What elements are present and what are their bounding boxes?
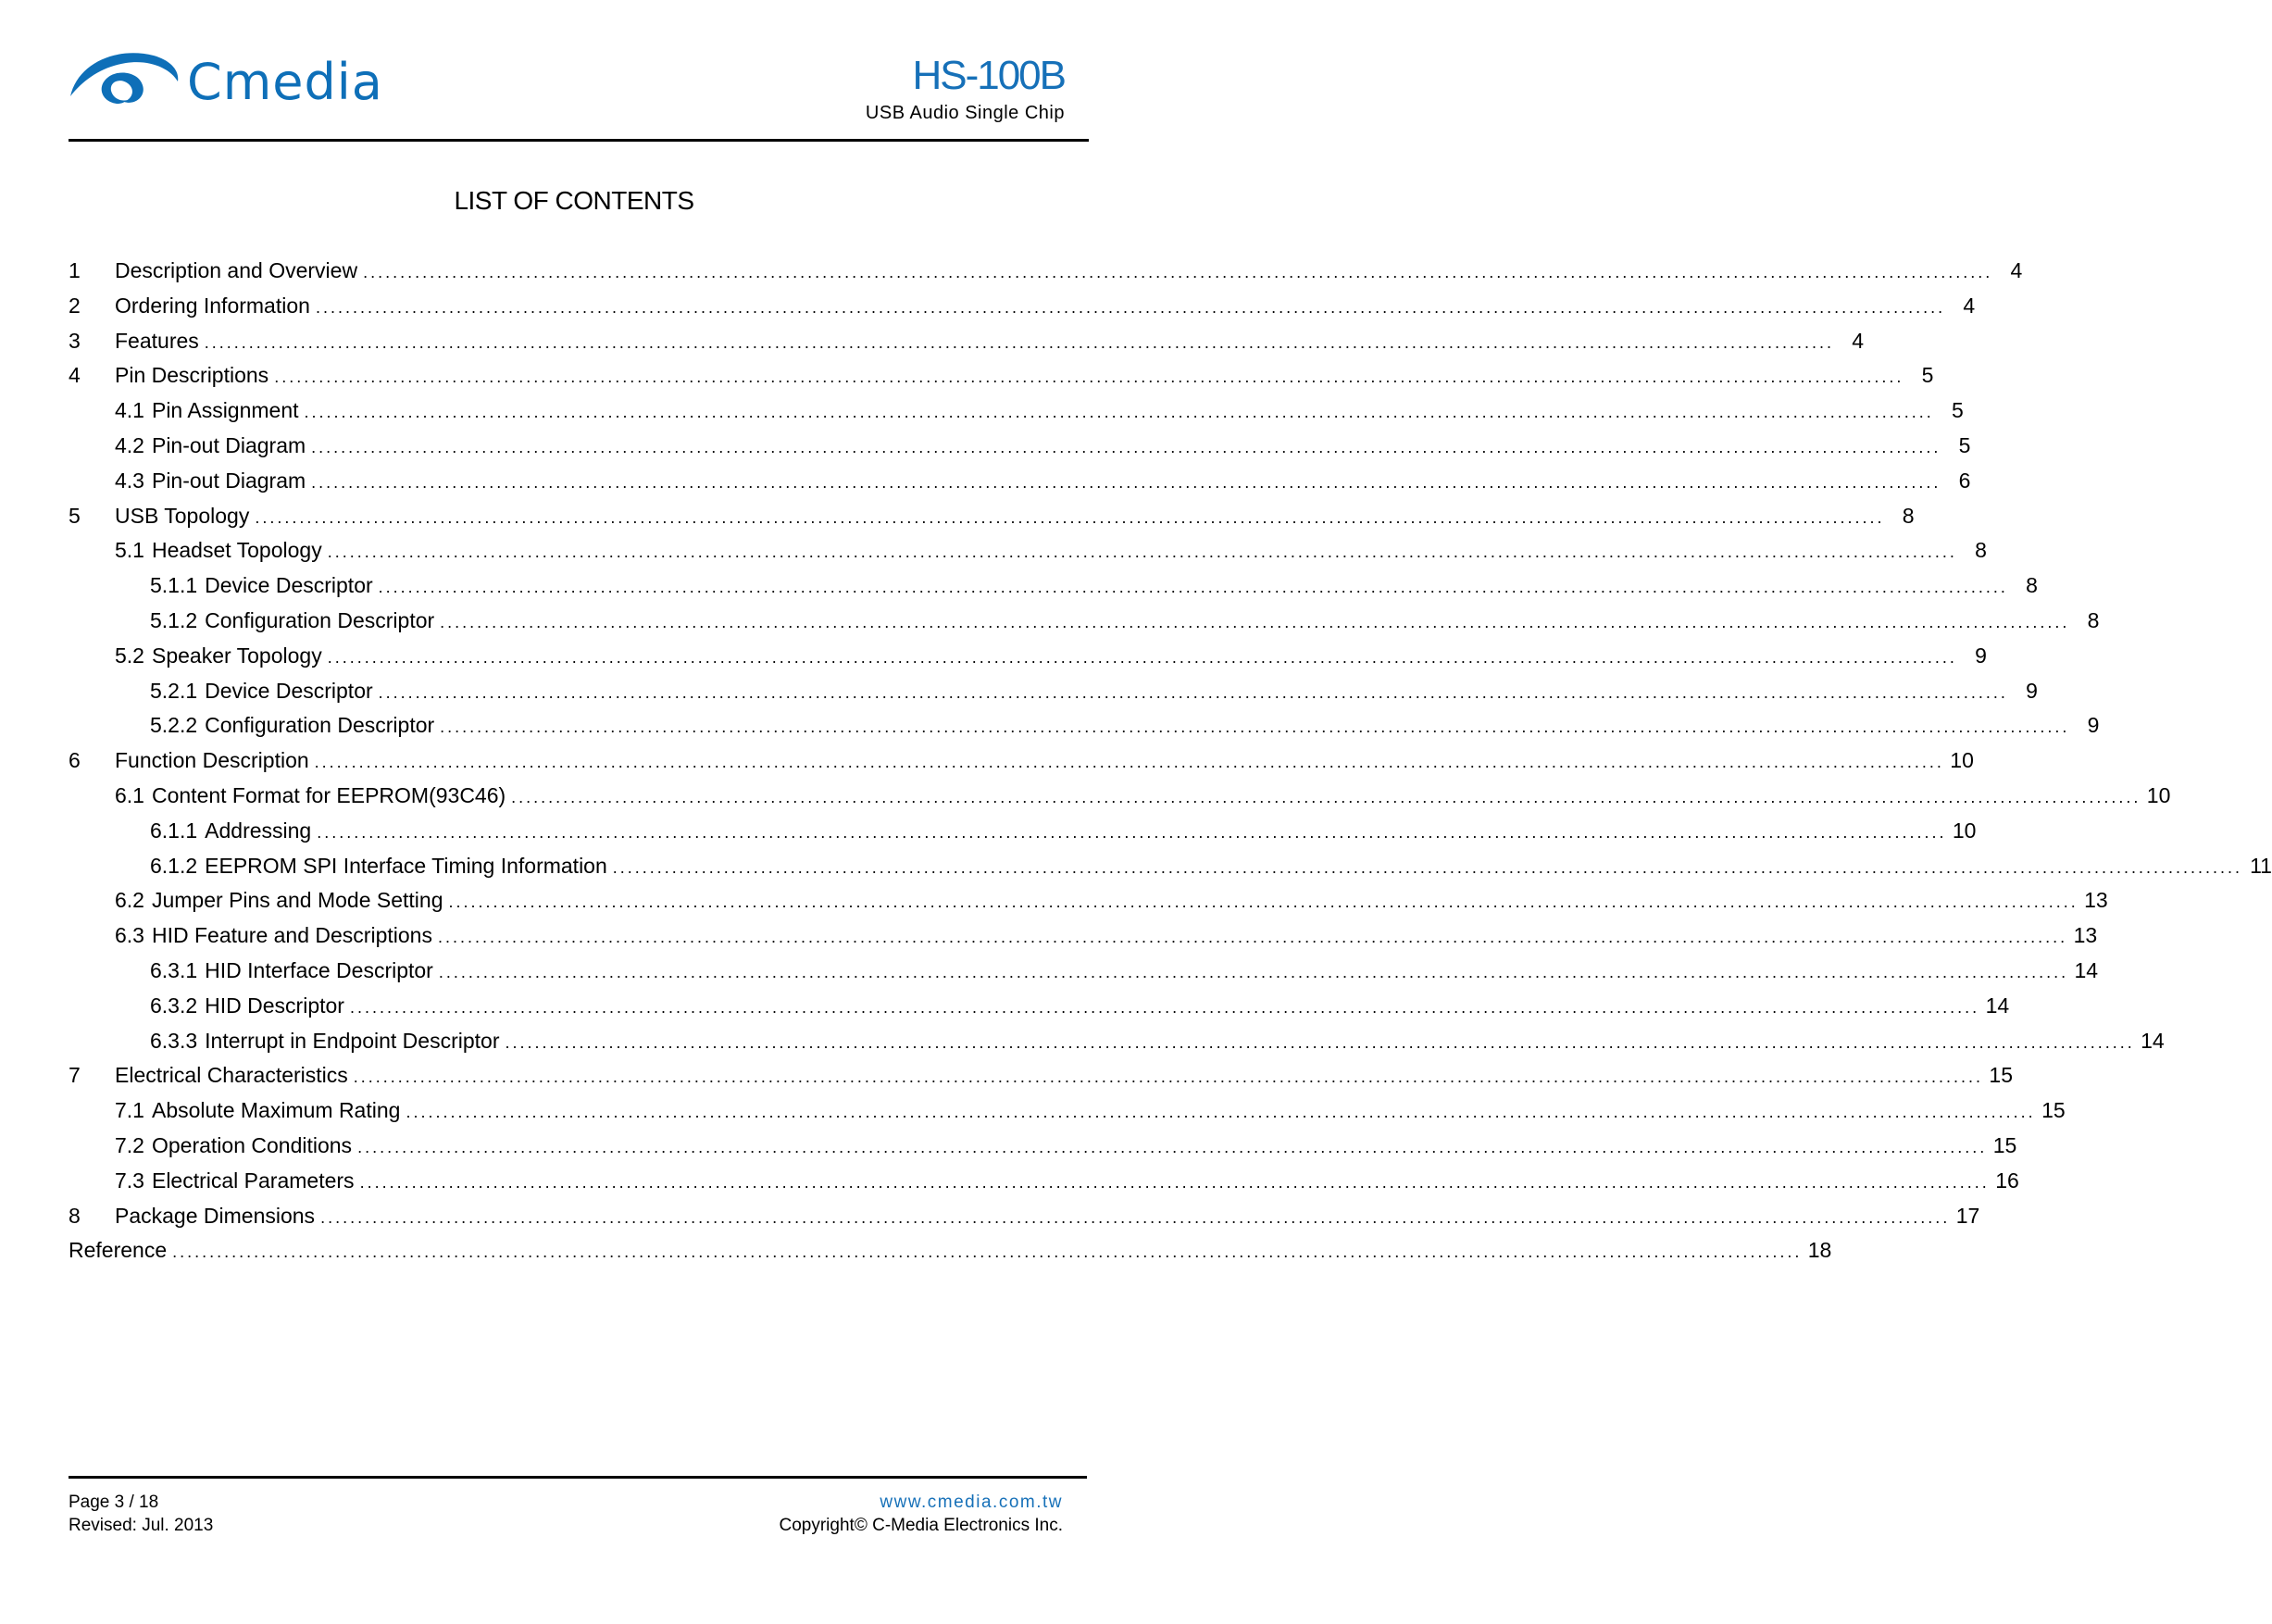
toc-entry[interactable] <box>69 1024 2165 1059</box>
toc-entry-page: 15 <box>1989 1063 2014 1088</box>
toc-entry[interactable] <box>69 1129 2017 1164</box>
toc-entry[interactable] <box>69 954 2099 989</box>
toc-entry-number: 5.1 <box>115 538 144 563</box>
toc-entry-label: Device Descriptor <box>205 678 373 703</box>
toc-dot-leader: ............................................................................................................................................................................................................................ <box>311 472 1941 492</box>
document-subtitle: USB Audio Single Chip <box>865 103 1065 123</box>
toc-dot-leader: ............................................................................................................................................................................................................................ <box>378 682 2008 702</box>
toc-entry-label: Speaker Topology <box>151 643 322 668</box>
toc-entry-number: 6.3.2 <box>150 993 198 1018</box>
toc-entry-page: 9 <box>2087 713 2100 738</box>
toc-entry-number: 5.2 <box>115 643 144 668</box>
document-title: HS-100B <box>912 53 1065 98</box>
toc-entry-label: Configuration Descriptor <box>205 713 435 738</box>
toc-entry[interactable] <box>69 674 2038 709</box>
toc-entry-number: 6.3.3 <box>150 1028 198 1053</box>
toc-entry-label: Electrical Parameters <box>151 1168 355 1193</box>
toc-dot-leader: ............................................................................................................................................................................................................................ <box>274 368 1904 387</box>
toc-dot-leader: ............................................................................................................................................................................................................................ <box>327 543 1957 562</box>
toc-entry-label: HID Feature and Descriptions <box>151 923 432 948</box>
toc-entry-label: Addressing <box>205 818 312 843</box>
toc-entry-label: Interrupt in Endpoint Descriptor <box>205 1028 500 1053</box>
toc-dot-leader: ............................................................................................................................................................................................................................ <box>440 718 2070 737</box>
toc-entry-number: 2 <box>69 293 81 318</box>
footer-left <box>69 1491 213 1537</box>
toc-entry[interactable] <box>69 533 1987 568</box>
toc-entry-page: 16 <box>1995 1168 2019 1193</box>
toc-entry-label: Pin Assignment <box>151 398 299 423</box>
copyright-notice: Copyright© C-Media Electronics Inc. <box>779 1516 1063 1535</box>
toc-entry[interactable] <box>69 989 2010 1024</box>
toc-dot-leader: ............................................................................................................................................................................................................................ <box>612 857 2242 877</box>
table-of-contents <box>69 254 2272 1268</box>
toc-entry[interactable] <box>69 289 1976 324</box>
toc-entry-page: 6 <box>1958 468 1971 493</box>
toc-entry-page: 8 <box>1975 538 1987 563</box>
toc-entry[interactable] <box>69 358 1934 394</box>
toc-entry[interactable] <box>69 604 2100 639</box>
toc-entry-page: 15 <box>2041 1098 2066 1123</box>
toc-entry-number: 4.3 <box>115 468 144 493</box>
toc-entry-page: 4 <box>1852 328 1864 353</box>
toc-entry-number: 6.3 <box>115 923 144 948</box>
toc-entry[interactable] <box>69 254 2023 289</box>
toc-entry[interactable] <box>69 499 1915 534</box>
toc-dot-leader: ............................................................................................................................................................................................................................ <box>349 997 1980 1017</box>
toc-entry-page: 13 <box>2084 888 2108 913</box>
toc-entry-label: Device Descriptor <box>205 573 373 598</box>
toc-entry[interactable] <box>69 743 1974 779</box>
toc-entry-page: 15 <box>1992 1132 2017 1157</box>
toc-entry[interactable] <box>69 849 2272 884</box>
toc-dot-leader: ............................................................................................................................................................................................................................ <box>314 753 1944 772</box>
toc-entry-label: Features <box>115 328 199 353</box>
toc-entry[interactable] <box>69 779 2171 814</box>
toc-entry-page: 10 <box>1950 748 1974 773</box>
toc-entry-page: 5 <box>1921 363 1934 388</box>
toc-dot-leader: ............................................................................................................................................................................................................................ <box>505 1032 2135 1052</box>
toc-dot-leader: ............................................................................................................................................................................................................................ <box>327 647 1957 667</box>
toc-entry-number: 6 <box>69 748 81 773</box>
toc-dot-leader: ............................................................................................................................................................................................................................ <box>511 787 2141 806</box>
toc-entry[interactable] <box>69 1199 1980 1234</box>
toc-heading: LIST OF CONTENTS <box>454 186 694 215</box>
toc-entry-label: Pin-out Diagram <box>151 432 306 457</box>
toc-entry[interactable] <box>69 464 1971 499</box>
toc-entry-page: 17 <box>1955 1203 1980 1228</box>
toc-dot-leader: ............................................................................................................................................................................................................................ <box>315 297 1946 317</box>
toc-entry[interactable] <box>69 1093 2066 1129</box>
toc-entry-label: Pin Descriptions <box>115 363 269 388</box>
toc-entry-number: 6.1.1 <box>150 818 198 843</box>
toc-entry[interactable] <box>69 324 1864 359</box>
toc-entry-number: 7.2 <box>115 1132 144 1157</box>
toc-dot-leader: ............................................................................................................................................................................................................................ <box>204 332 1834 352</box>
toc-entry-number: 6.1 <box>115 782 144 807</box>
toc-entry-page: 14 <box>1985 993 2010 1018</box>
toc-entry-label: USB Topology <box>115 503 250 528</box>
toc-entry-label: Operation Conditions <box>151 1132 353 1157</box>
toc-dot-leader: ............................................................................................................................................................................................................................ <box>357 1137 1988 1156</box>
toc-dot-leader: ............................................................................................................................................................................................................................ <box>437 928 2068 947</box>
toc-entry-page: 5 <box>1951 398 1964 423</box>
toc-dot-leader: ............................................................................................................................................................................................................................ <box>320 1207 1951 1227</box>
toc-entry-label: Absolute Maximum Rating <box>151 1098 401 1123</box>
footer-divider <box>69 1476 1087 1479</box>
toc-entry-page: 11 <box>2250 853 2272 878</box>
toc-entry[interactable] <box>69 1058 2014 1093</box>
toc-entry[interactable] <box>69 394 1964 429</box>
toc-entry-number: 5.1.2 <box>150 607 198 632</box>
toc-entry-number: 1 <box>69 258 81 282</box>
toc-entry-number: 5.2.1 <box>150 678 198 703</box>
toc-dot-leader: ............................................................................................................................................................................................................................ <box>353 1068 1984 1087</box>
toc-entry-number: 8 <box>69 1203 81 1228</box>
toc-entry-page: 9 <box>1975 643 1987 668</box>
toc-entry-label: Pin-out Diagram <box>151 468 306 493</box>
toc-entry-number: 6.2 <box>115 888 144 913</box>
revision-date: Revised: Jul. 2013 <box>69 1516 214 1535</box>
footer-right <box>780 1491 1064 1537</box>
toc-entry-label: Reference <box>69 1238 168 1263</box>
toc-entry[interactable] <box>69 708 2100 743</box>
toc-entry-page: 8 <box>1902 503 1915 528</box>
toc-entry-page: 10 <box>1952 818 1977 843</box>
toc-entry[interactable] <box>69 1164 2019 1199</box>
toc-dot-leader: ............................................................................................................................................................................................................................ <box>363 263 1993 281</box>
toc-entry[interactable] <box>69 429 1971 464</box>
toc-entry-number: 6.1.2 <box>150 853 198 878</box>
toc-entry-number: 5.2.2 <box>150 713 198 738</box>
toc-entry-label: HID Interface Descriptor <box>205 957 433 982</box>
toc-entry-number: 4.1 <box>115 398 144 423</box>
toc-entry-number: 4 <box>69 363 81 388</box>
toc-dot-leader: ............................................................................................................................................................................................................................ <box>172 1243 1803 1262</box>
toc-entry-page: 8 <box>2087 607 2100 632</box>
toc-entry[interactable] <box>69 639 1987 674</box>
toc-entry-label: Ordering Information <box>115 293 310 318</box>
toc-entry[interactable] <box>69 814 1977 849</box>
cmedia-logo <box>69 50 383 115</box>
toc-entry-label: Function Description <box>115 748 309 773</box>
toc-entry-label: Content Format for EEPROM(93C46) <box>151 782 506 807</box>
toc-entry-label: HID Descriptor <box>205 993 344 1018</box>
toc-dot-leader: ............................................................................................................................................................................................................................ <box>317 822 1947 842</box>
toc-entry-label: EEPROM SPI Interface Timing Information <box>205 853 607 878</box>
toc-entry-number: 4.2 <box>115 432 144 457</box>
toc-entry-label: Headset Topology <box>151 538 322 563</box>
toc-entry-page: 9 <box>2026 678 2038 703</box>
toc-dot-leader: ............................................................................................................................................................................................................................ <box>440 612 2070 631</box>
toc-entry[interactable] <box>69 918 2098 954</box>
toc-dot-leader: ............................................................................................................................................................................................................................ <box>438 962 2069 981</box>
website-link[interactable]: www.cmedia.com.tw <box>880 1493 1063 1512</box>
toc-entry-page: 13 <box>2073 923 2098 948</box>
toc-entry-number: 3 <box>69 328 81 353</box>
toc-entry-label: Electrical Characteristics <box>115 1063 348 1088</box>
toc-entry-page: 5 <box>1958 432 1971 457</box>
toc-entry-label: Configuration Descriptor <box>205 607 435 632</box>
toc-entry-number: 7 <box>69 1063 81 1088</box>
toc-dot-leader: ............................................................................................................................................................................................................................ <box>255 507 1885 527</box>
toc-entry-number: 5 <box>69 503 81 528</box>
toc-entry-number: 7.1 <box>115 1098 144 1123</box>
cmedia-swirl-icon <box>69 50 183 109</box>
toc-entry-page: 18 <box>1807 1238 1832 1263</box>
toc-entry-label: Package Dimensions <box>115 1203 316 1228</box>
toc-dot-leader: ............................................................................................................................................................................................................................ <box>448 893 2079 912</box>
toc-entry-number: 7.3 <box>115 1168 144 1193</box>
page-number: Page 3 / 18 <box>69 1493 159 1512</box>
toc-entry-number: 5.1.1 <box>150 573 198 598</box>
toc-entry-page: 4 <box>1963 293 1976 318</box>
toc-entry-label: Jumper Pins and Mode Setting <box>151 888 443 913</box>
header-divider <box>69 139 1089 142</box>
toc-dot-leader: ............................................................................................................................................................................................................................ <box>304 403 1934 422</box>
toc-entry[interactable] <box>69 883 2108 918</box>
toc-entry-page: 4 <box>2010 258 2023 282</box>
toc-dot-leader: ............................................................................................................................................................................................................................ <box>311 437 1941 456</box>
toc-entry-label: Description and Overview <box>115 258 358 282</box>
toc-dot-leader: ............................................................................................................................................................................................................................ <box>406 1103 2036 1122</box>
toc-entry-page: 10 <box>2146 782 2171 807</box>
toc-entry[interactable] <box>69 568 2038 604</box>
toc-entry-page: 8 <box>2026 573 2038 598</box>
toc-entry-page: 14 <box>2141 1028 2165 1053</box>
toc-entry-page: 14 <box>2074 957 2099 982</box>
toc-dot-leader: ............................................................................................................................................................................................................................ <box>378 578 2008 597</box>
toc-entry-number: 6.3.1 <box>150 957 198 982</box>
logo-wordmark: Cmedia <box>187 53 383 111</box>
toc-entry[interactable] <box>69 1233 1832 1268</box>
toc-dot-leader: ............................................................................................................................................................................................................................ <box>359 1172 1990 1192</box>
